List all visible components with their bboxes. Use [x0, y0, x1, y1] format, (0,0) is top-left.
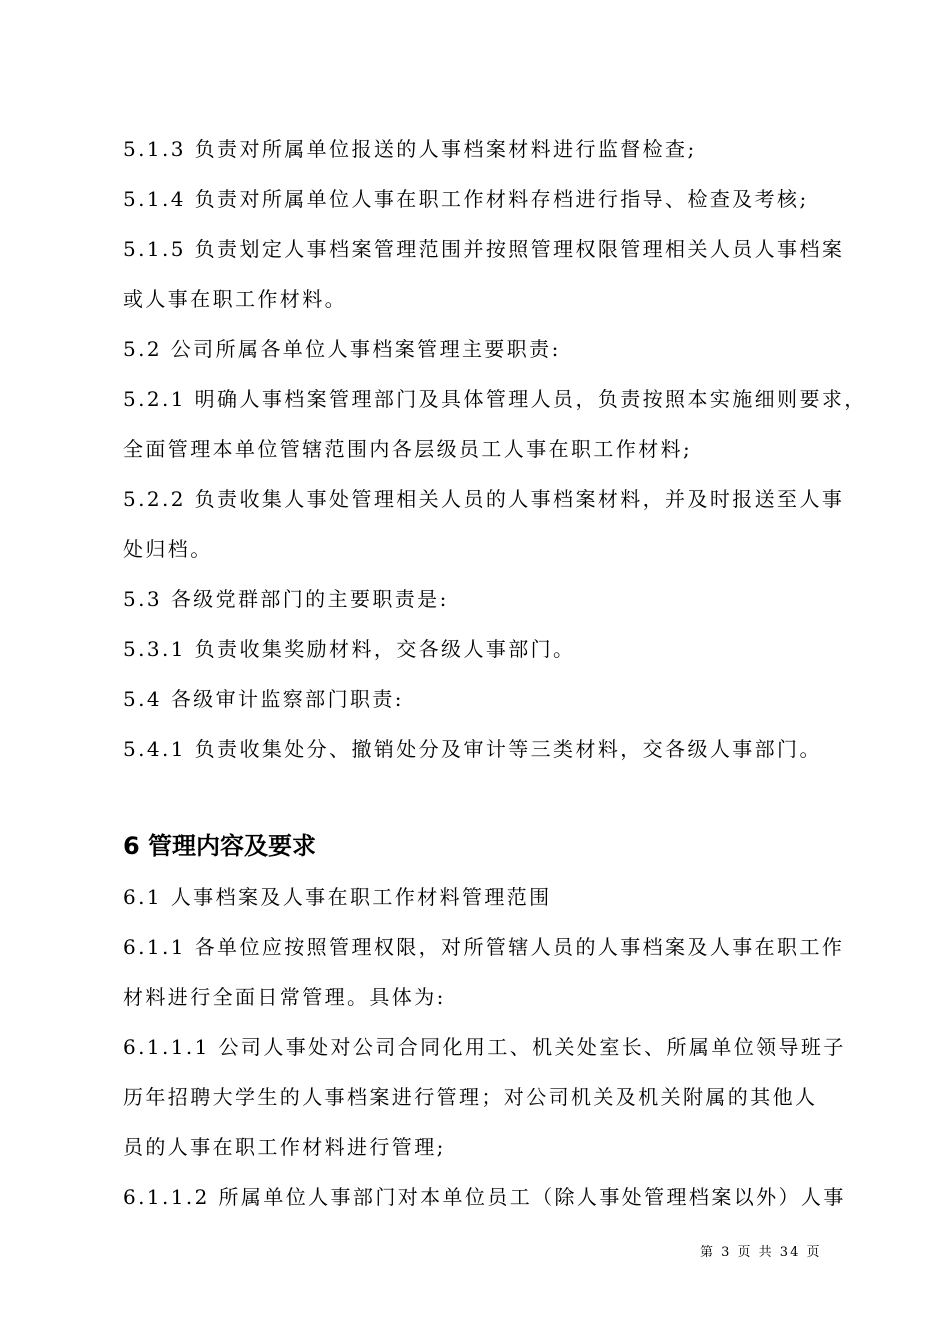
- body-line: 全面管理本单位管辖范围内各层级员工人事在职工作材料;: [123, 437, 693, 461]
- body-line: 5.2 公司所属各单位人事档案管理主要职责:: [123, 337, 561, 361]
- body-line: 5.3 各级党群部门的主要职责是:: [123, 587, 449, 611]
- body-line: 5.3.1 负责收集奖励材料，交各级人事部门。: [123, 637, 576, 661]
- body-line: 历年招聘大学生的人事档案进行管理；对公司机关及机关附属的其他人: [123, 1085, 818, 1109]
- body-line: 5.4 各级审计监察部门职责:: [123, 687, 404, 711]
- body-line: 6.1 人事档案及人事在职工作材料管理范围: [123, 885, 552, 909]
- section-heading: 6 管理内容及要求: [123, 832, 317, 860]
- body-line: 5.4.1 负责收集处分、撤销处分及审计等三类材料，交各级人事部门。: [123, 737, 822, 761]
- body-line: 6.1.1.1 公司人事处对公司合同化用工、机关处室长、所属单位领导班子: [123, 1035, 846, 1059]
- body-line: 或人事在职工作材料。: [123, 287, 347, 311]
- body-line: 5.1.4 负责对所属单位人事在职工作材料存档进行指导、检查及考核;: [123, 187, 809, 211]
- body-line: 6.1.1.2 所属单位人事部门对本单位员工（除人事处管理档案以外）人事: [123, 1185, 846, 1209]
- body-line: 员的人事在职工作材料进行管理;: [123, 1135, 446, 1159]
- body-line: 5.1.5 负责划定人事档案管理范围并按照管理权限管理相关人员人事档案: [123, 237, 845, 261]
- body-line: 处归档。: [123, 537, 213, 561]
- page-footer: 第 3 页 共 34 页: [700, 1245, 822, 1260]
- body-line: 6.1.1 各单位应按照管理权限，对所管辖人员的人事档案及人事在职工作: [123, 935, 845, 959]
- body-line: 5.2.2 负责收集人事处管理相关人员的人事档案材料，并及时报送至人事: [123, 487, 845, 511]
- body-line: 5.1.3 负责对所属单位报送的人事档案材料进行监督检查;: [123, 137, 697, 161]
- body-line: 5.2.1 明确人事档案管理部门及具体管理人员，负责按照本实施细则要求，: [123, 387, 867, 411]
- body-line: 材料进行全面日常管理。具体为:: [123, 985, 446, 1009]
